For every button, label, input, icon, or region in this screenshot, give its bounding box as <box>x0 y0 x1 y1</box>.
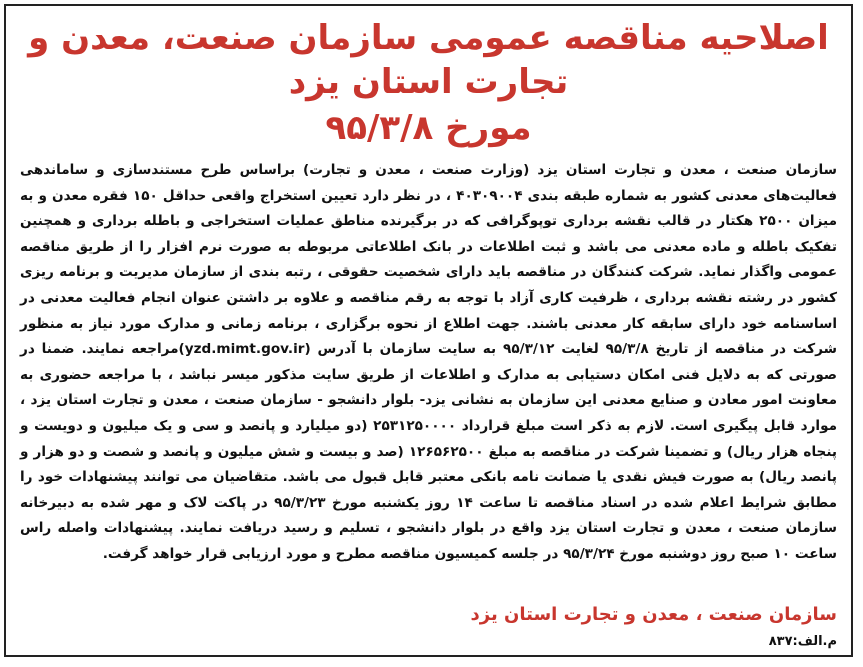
notice-title: اصلاحیه مناقصه عمومی سازمان صنعت، معدن و تجارت استان یزد <box>28 18 829 102</box>
issuer-signature: سازمان صنعت ، معدن و تجارت استان یزد <box>470 604 837 625</box>
tender-notice <box>4 4 853 657</box>
notice-date: مورخ ۹۵/۳/۸ <box>325 108 532 148</box>
website-link[interactable]: yzd.mimt.gov.ir <box>184 341 305 358</box>
body-text-part2: )مراجعه نمایند. ضمنا در صورتی که به دلایل فنی امکان دستیابی به مدارک و اطلاعات از طریق سایت مذکور میسر نباشد ، با مراجعه حضوری به معاونت امور معادن و صنایع معدنی این سازمان به نشانی یزد- بلوار دانشجو - سازمان صنعت ، معدن و تجارت استان یزد ، موارد قابل پیگیری است. لازم به ذکر است مبلغ قرارداد ۲۵۳۱۲۵۰۰۰۰ (دو میلیارد و پانصد و سی و یک میلیون و دویست و پنجاه هزار ریال) و تضمینا شرکت در مناقصه به مبلغ ۱۲۶۵۶۲۵۰۰ (صد و بیست و شش میلیون و پانصد و شصت و دو هزار و پانصد ریال) به صورت فیش نقدی یا ضمانت نامه بانکی معتبر قابل قبول می باشد. متقاضیان می توانند پیشنهادات خود را مطابق شرایط اعلام شده در اسناد مناقصه تا ساعت ۱۴ روز یکشنبه مورخ ۹۵/۳/۲۳ در پاکت لاک و مهر شده به دبیرخانه سازمان صنعت ، معدن و تجارت استان یزد واقع در بلوار دانشجو ، تسلیم و رسید دریافت نمایند. پیشنهادات واصله راس ساعت ۱۰ صبح روز دوشنبه مورخ ۹۵/۳/۲۴ در جلسه کمیسیون مناقصه مطرح و مورد ارزیابی قرار خواهد گرفت. <box>20 341 838 562</box>
body-text-part1: سازمان صنعت ، معدن و تجارت استان یزد (وزارت صنعت ، معدن و تجارت) براساس طرح مستندسازی و ساماندهی فعالیت‌های معدنی کشور به شماره طبقه بندی ۴۰۳۰۹۰۰۴ ، در نظر دارد تعیین استخراج واقعی حداقل ۱۵۰ فقره معدن و به میزان ۲۵۰۰ هکتار در قالب نقشه برداری توپوگرافی که در برگیرنده مناطق عملیات استخراجی و باطله برداری و همچنین تفکیک باطله و ماده معدنی می باشد و ثبت اطلاعات در بانک اطلاعاتی مربوطه به صورت نرم افزار را از طریق مناقصه عمومی واگذار نماید. شرکت کنندگان در مناقصه باید دارای شخصیت حقوقی ، رتبه بندی از سازمان مدیریت و برنامه ریزی کشور در رشته نقشه برداری ، ظرفیت کاری آزاد با توجه به رقم مناقصه و علاوه بر داشتن عنوان انجام فعالیت معدنی در اساسنامه خود دارای سابقه کار معدنی باشند. جهت اطلاع از نحوه برگزاری ، برنامه زمانی و مدارک مورد نیاز به منظور شرکت در مناقصه از تاریخ ۹۵/۳/۸ لغایت ۹۵/۳/۱۲ به سایت سازمان با آدرس ( <box>20 162 837 358</box>
notice-body <box>20 158 837 568</box>
reference-number: م.الف:۸۳۷ <box>768 634 837 649</box>
